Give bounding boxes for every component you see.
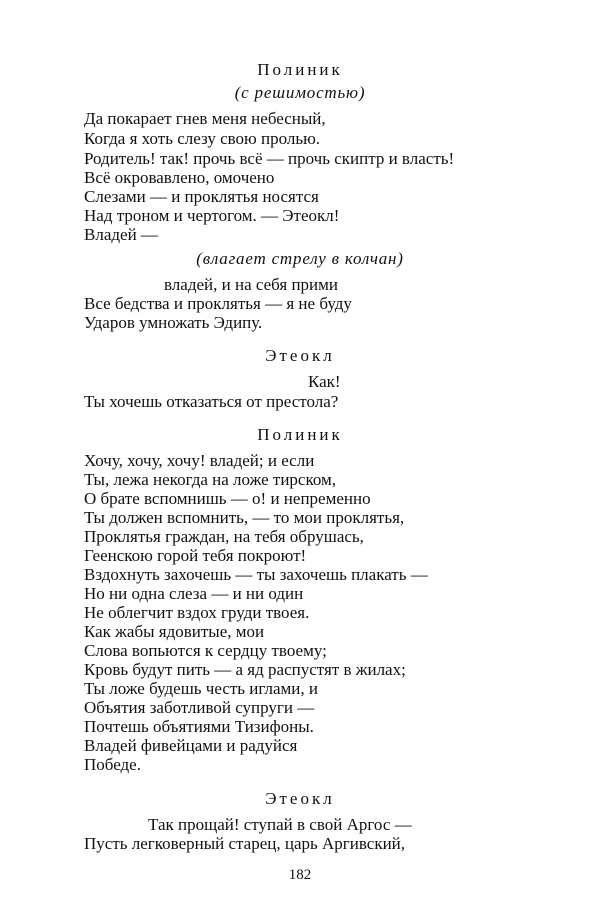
verse-line: Ты должен вспомнить, — то мои проклятья, bbox=[84, 508, 405, 527]
speaker-name: Полиник bbox=[257, 60, 343, 79]
verse-line: Когда я хоть слезу свою пролью. bbox=[84, 129, 321, 148]
verse-line: Слова вопьются к сердцу твоему; bbox=[84, 641, 327, 660]
verse-line: Так прощай! ступай в свой Аргос — bbox=[148, 815, 412, 834]
verse-line: Владей фивейцами и радуйся bbox=[84, 736, 298, 755]
verse-line: Вздохнуть захочешь — ты захочешь плакать — bbox=[84, 565, 428, 584]
verse-line: О брате вспомнишь — о! и непременно bbox=[84, 489, 371, 508]
stage-direction: (с решимостью) bbox=[234, 83, 366, 102]
verse-line: Геенскою горой тебя покроют! bbox=[84, 546, 307, 565]
verse-line: Но ни одна слеза — и ни один bbox=[84, 584, 304, 603]
verse-line: Хочу, хочу, хочу! владей; и если bbox=[84, 451, 315, 470]
verse-line: Слезами — и проклятья носятся bbox=[84, 187, 319, 206]
verse-line: Ударов умножать Эдипу. bbox=[84, 313, 263, 332]
verse-line: Ты хочешь отказаться от престола? bbox=[84, 392, 339, 411]
verse-line: Как! bbox=[308, 372, 341, 391]
verse-line: Проклятья граждан, на тебя обрушась, bbox=[84, 527, 364, 546]
verse-line: Да покарает гнев меня небесный, bbox=[84, 109, 326, 128]
verse-line: Не облегчит вздох груди твоея. bbox=[84, 603, 310, 622]
verse-line: Объятия заботливой супруги — bbox=[84, 698, 315, 717]
verse-line: Над троном и чертогом. — Этеокл! bbox=[84, 206, 340, 225]
verse-line: Почтешь объятиями Тизифоны. bbox=[84, 717, 314, 736]
speaker-name: Этеокл bbox=[265, 346, 335, 365]
verse-line: владей, и на себя прими bbox=[164, 275, 339, 294]
verse-line: Пусть легковерный старец, царь Аргивский, bbox=[84, 834, 406, 853]
verse-line: Родитель! так! прочь всё — прочь скиптр и власть! bbox=[84, 149, 455, 168]
speaker-name: Этеокл bbox=[265, 789, 335, 808]
speaker-name: Полиник bbox=[257, 425, 343, 444]
verse-line: Все бедства и проклятья — я не буду bbox=[84, 294, 352, 313]
verse-line: Ты, лежа некогда на ложе тирском, bbox=[84, 470, 337, 489]
verse-line: Владей — bbox=[84, 225, 158, 244]
verse-line: Ты ложе будешь честь иглами, и bbox=[84, 679, 318, 698]
verse-line: Как жабы ядовитые, мои bbox=[84, 622, 265, 641]
page-number: 182 bbox=[288, 867, 312, 883]
verse-line: Победе. bbox=[84, 755, 141, 774]
verse-line: Всё окровавлено, омочено bbox=[84, 168, 275, 187]
stage-direction: (влагает стрелу в колчан) bbox=[196, 249, 404, 268]
verse-line: Кровь будут пить — а яд распустят в жилах; bbox=[84, 660, 406, 679]
